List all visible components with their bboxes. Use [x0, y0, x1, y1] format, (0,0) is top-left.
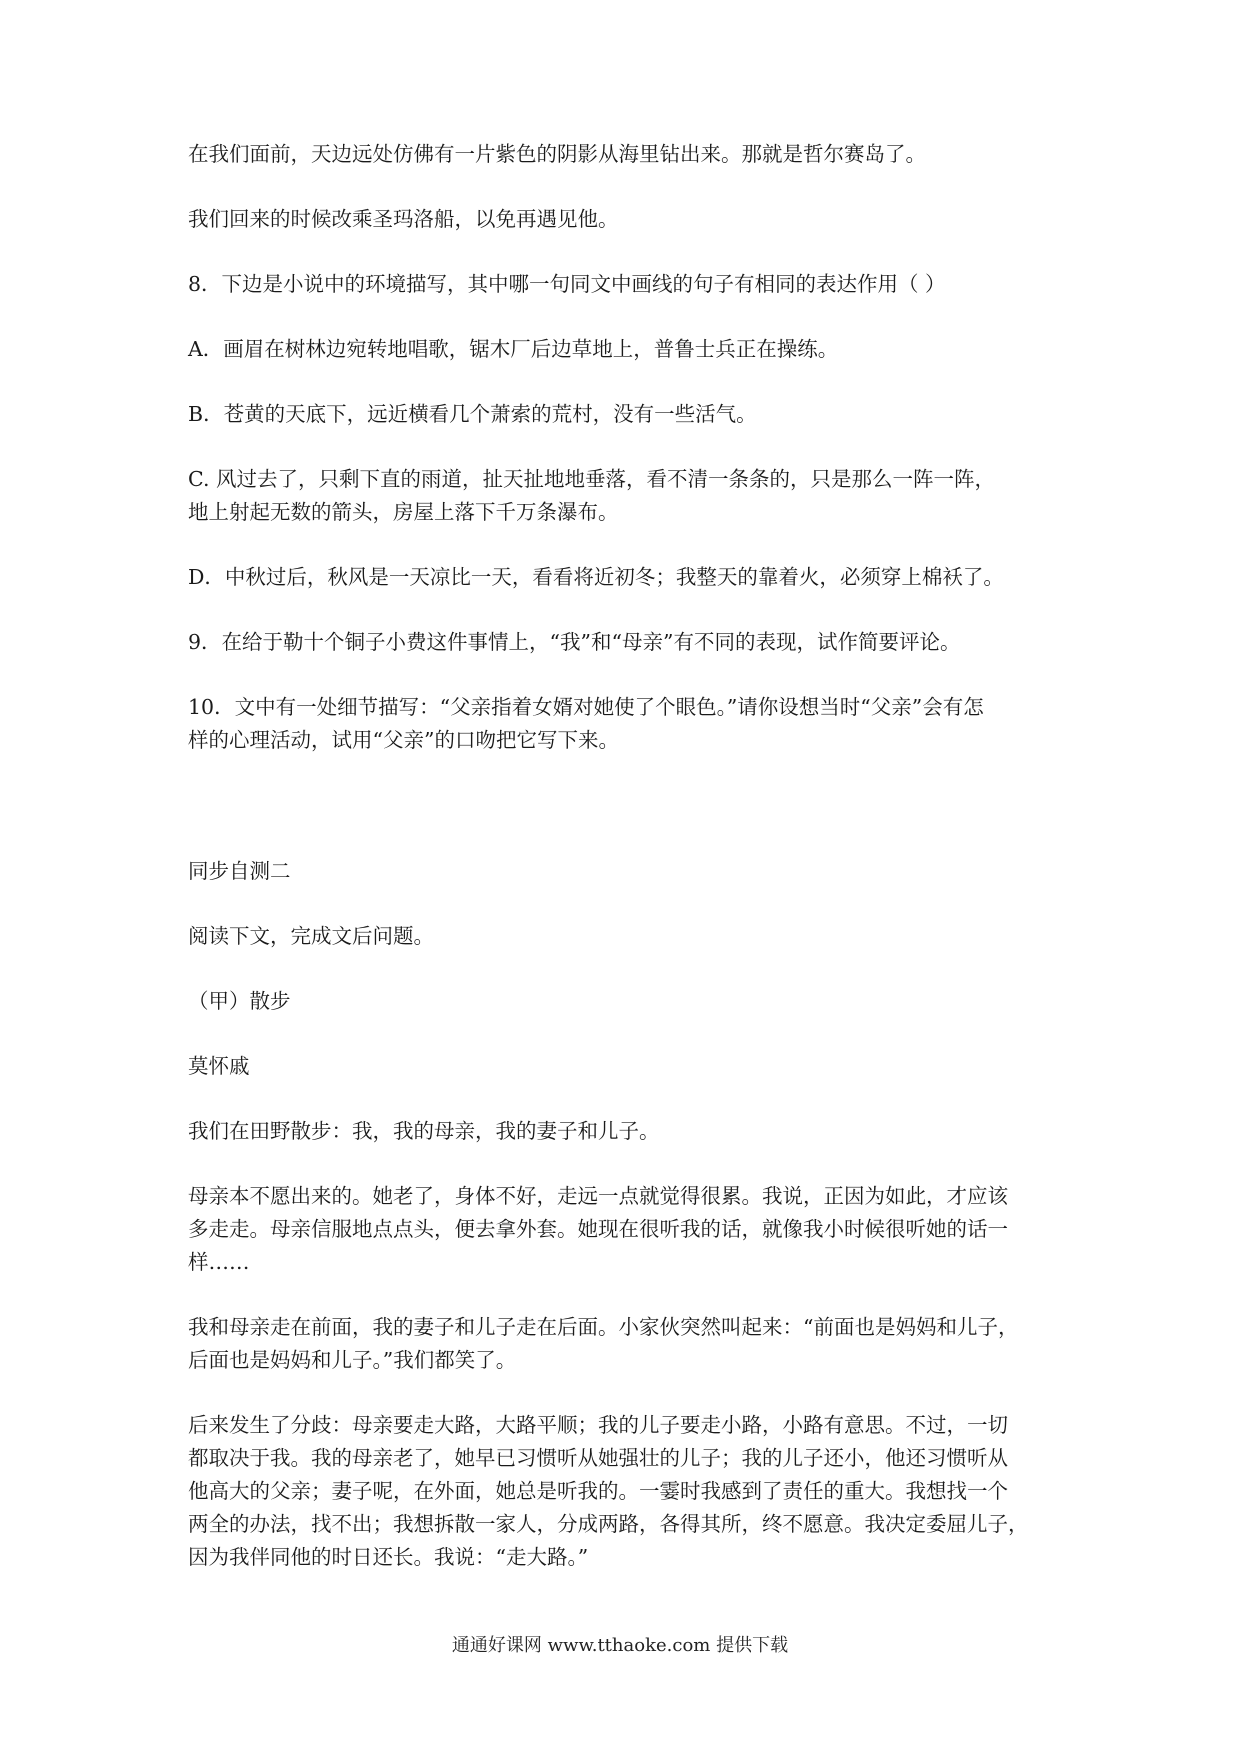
question-8-option-d [188, 561, 1058, 594]
story-line: 我们回来的时候改乘圣玛洛船，以免再遇见他。 [188, 207, 619, 231]
paragraph-line: 后来发生了分歧：母亲要走大路，大路平顺；我的儿子要走小路，小路有意思。不过，一切 [188, 1413, 1008, 1437]
paragraph-line: 两全的办法，找不出；我想拆散一家人，分成两路，各得其所，终不愿意。我决定委屈儿子， [188, 1512, 1029, 1536]
article-paragraph [188, 1115, 1058, 1148]
paragraph-line: 样…… [188, 1250, 250, 1274]
option-line: B．苍黄的天底下，远近横看几个萧索的荒村，没有一些活气。 [188, 402, 757, 426]
option-line: C. 风过去了，只剩下直的雨道，扯天扯地地垂落，看不清一条条的，只是那么一阵一阵， [188, 467, 995, 491]
question-8-option-b [188, 398, 1058, 431]
paragraph-line: 都取决于我。我的母亲老了，她早已习惯听从她强壮的儿子；我的儿子还小，他还习惯听从 [188, 1446, 1008, 1470]
paragraph-line: 他高大的父亲；妻子呢，在外面，她总是听我的。一霎时我感到了责任的重大。我想找一个 [188, 1479, 1008, 1503]
article-author: 莫怀戚 [188, 1054, 250, 1078]
paragraph-line: 我们在田野散步：我，我的母亲，我的妻子和儿子。 [188, 1119, 660, 1143]
section-title: 同步自测二 [188, 859, 291, 883]
article-paragraph [188, 1180, 1058, 1279]
option-line: A．画眉在树林边宛转地唱歌，锯木厂后边草地上，普鲁士兵正在操练。 [188, 337, 839, 361]
question-10 [188, 691, 1058, 757]
paragraph-line: 多走走。母亲信服地点点头，便去拿外套。她现在很听我的话，就像我小时候很听她的话一 [188, 1217, 1008, 1241]
question-8-stem: 8．下边是小说中的环境描写，其中哪一句同文中画线的句子有相同的表达作用（ ） [188, 272, 946, 296]
question-line: 10．文中有一处细节描写：“父亲指着女婿对她使了个眼色。”请你设想当时“父亲”会有怎 [188, 695, 984, 719]
option-line: 地上射起无数的箭头，房屋上落下千万条瀑布。 [188, 500, 619, 524]
paragraph-line: 母亲本不愿出来的。她老了，身体不好，走远一点就觉得很累。我说，正因为如此，才应该 [188, 1184, 1008, 1208]
paragraph-line: 我和母亲走在前面，我的妻子和儿子走在后面。小家伙突然叫起来：“前面也是妈妈和儿子， [188, 1315, 1019, 1339]
article-title: （甲）散步 [188, 989, 291, 1013]
story-line: 在我们面前，天边远处仿佛有一片紫色的阴影从海里钻出来。那就是哲尔赛岛了。 [188, 142, 926, 166]
page-footer: 通通好课网 www.tthaoke.com 提供下载 [451, 1635, 789, 1656]
question-9: 9．在给于勒十个铜子小费这件事情上，“我”和“母亲”有不同的表现，试作简要评论。 [188, 630, 961, 654]
article-paragraph [188, 1311, 1058, 1377]
question-line: 样的心理活动，试用“父亲”的口吻把它写下来。 [188, 728, 619, 752]
question-8-option-a [188, 333, 1058, 366]
paragraph-line: 因为我伴同他的时日还长。我说：“走大路。” [188, 1545, 589, 1569]
document-page [188, 138, 1058, 1574]
section-instruction: 阅读下文，完成文后问题。 [188, 924, 434, 948]
question-8-option-c [188, 463, 1058, 529]
option-line: D．中秋过后，秋风是一天凉比一天，看看将近初冬；我整天的靠着火，必须穿上棉袄了。 [188, 565, 1004, 589]
paragraph-line: 后面也是妈妈和儿子。”我们都笑了。 [188, 1348, 517, 1372]
article-paragraph [188, 1409, 1058, 1574]
